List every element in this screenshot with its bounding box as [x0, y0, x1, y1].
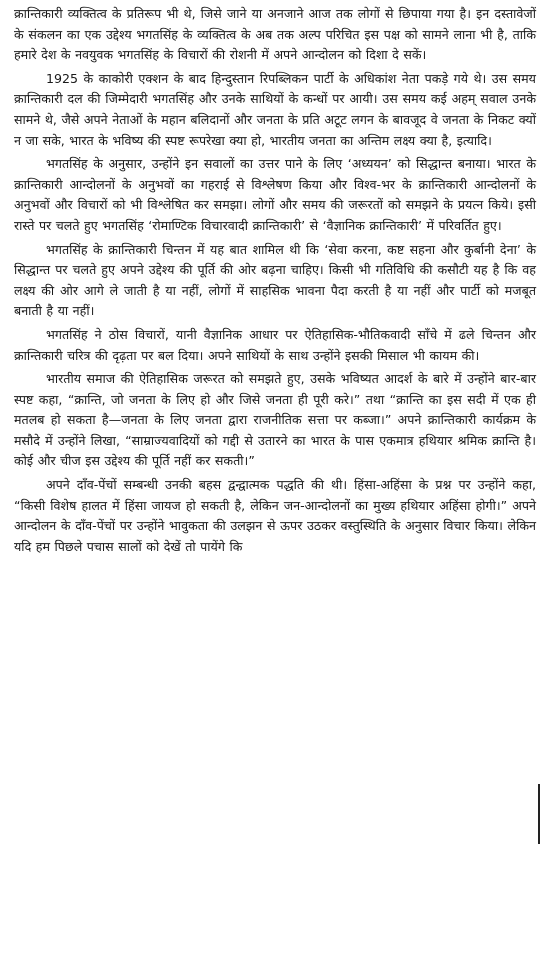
paragraph-2: 1925 के काकोरी एक्शन के बाद हिन्दुस्तान रिपब्लिकन पार्टी के अधिकांश नेता पकड़े गये थे। उस समय क्रान्तिकारी दल की जिम्मेदारी भगतसिंह और उनके साथियों के कन्धों पर आयी। उस समय कई अहम् सवाल उनके सामने थे, जैसे अपने नेताओं के महान बलिदानों और जनता के प्रति अटूट लगन के बावजूद वे जनता के निकट क्यों न जा सके, भारत के भविष्य की स्पष्ट रूपरेखा क्या हो, भारतीय जनता का अन्तिम लक्ष्य क्या है, इत्यादि।: [14, 70, 536, 148]
paragraph-1: क्रान्तिकारी व्यक्तित्व के प्रतिरूप भी थे, जिसे जाने या अनजाने आज तक लोगों से छिपाया गया है। इन दस्तावेजों के संकलन का एक उद्देश्य भगतसिंह के व्यक्तित्व के अब तक अल्प परिचित इस पक्ष को सामने लाना भी है, ताकि हमारे देश के नवयुवक भगतसिंह के विचारों की रोशनी में अपने आन्दोलन को दिशा दे सकें।: [14, 6, 536, 63]
document-page: [14, 4, 536, 560]
paragraph-7: अपने दाँव-पेंचों सम्बन्धी उनकी बहस द्वन्द्वात्मक पद्धति की थी। हिंसा-अहिंसा के प्रश्न पर उन्होंने कहा, “किसी विशेष हालत में हिंसा जायज हो सकती है, लेकिन जन-आन्दोलनों का मुख्य हथियार अहिंसा होगी।” अपने आन्दोलन के दाँव-पेंचों पर उन्होंने भावुकता की उलझन से ऊपर उठकर वस्तुस्थिति के अनुसार विचार किया। लेकिन यदि हम पिछले पचास सालों को देखें तो पायेंगे कि: [14, 477, 536, 554]
margin-mark: [538, 784, 540, 844]
paragraph-4: भगतसिंह के क्रान्तिकारी चिन्तन में यह बात शामिल थी कि ‘सेवा करना, कष्ट सहना और कुर्बानी देना’ के सिद्धान्त पर चलते हुए अपने उद्देश्य की पूर्ति की ओर बढ़ना चाहिए। किसी भी गतिविधि की कसौटी यह है कि वह लक्ष्य की ओर आगे ले जाती है या नहीं, लोगों में साहसिक भावना पैदा करती है या नहीं और पार्टी को मजबूत बनाती है या नहीं।: [14, 241, 536, 319]
paragraph-3: भगतसिंह के अनुसार, उन्होंने इन सवालों का उत्तर पाने के लिए ‘अध्ययन’ को सिद्धान्त बनाया। भारत के क्रान्तिकारी आन्दोलनों के अनुभवों का गहराई से विश्लेषण किया और विश्व-भर के क्रान्तिकारी आन्दोलनों के अनुभवों और विचारों को भी विश्लेषित कर समझा। लोगों और समय की जरूरतों को समझने के प्रयत्न किये। इसी रास्ते पर चलते हुए भगतसिंह ‘रोमाण्टिक विचारवादी क्रान्तिकारी’ से ‘वैज्ञानिक क्रान्तिकारी’ में परिवर्तित हुए।: [14, 156, 536, 233]
paragraph-6: भारतीय समाज की ऐतिहासिक जरूरत को समझते हुए, उसके भविष्यत आदर्श के बारे में उन्होंने बार-बार स्पष्ट कहा, “क्रान्ति, जो जनता के लिए हो और जिसे जनता ही पूरी करे।” तथा “क्रान्ति का इस सदी में एक ही मतलब हो सकता है—जनता के लिए जनता द्वारा राजनीतिक सत्ता पर कब्जा।” अपने क्रान्तिकारी कार्यक्रम के मसौदे में उन्होंने लिखा, “साम्राज्यवादियों को गद्दी से उतारने का भारत के पास एकमात्र हथियार श्रमिक क्रान्ति है। कोई और चीज इस उद्देश्य की पूर्ति नहीं कर सकती।”: [14, 371, 536, 469]
paragraph-5: भगतसिंह ने ठोस विचारों, यानी वैज्ञानिक आधार पर ऐतिहासिक-भौतिकवादी साँचे में ढले चिन्तन और क्रान्तिकारी चरित्र की दृढ़ता पर बल दिया। अपने साथियों के साथ उन्होंने इसकी मिसाल भी कायम की।: [14, 326, 536, 363]
